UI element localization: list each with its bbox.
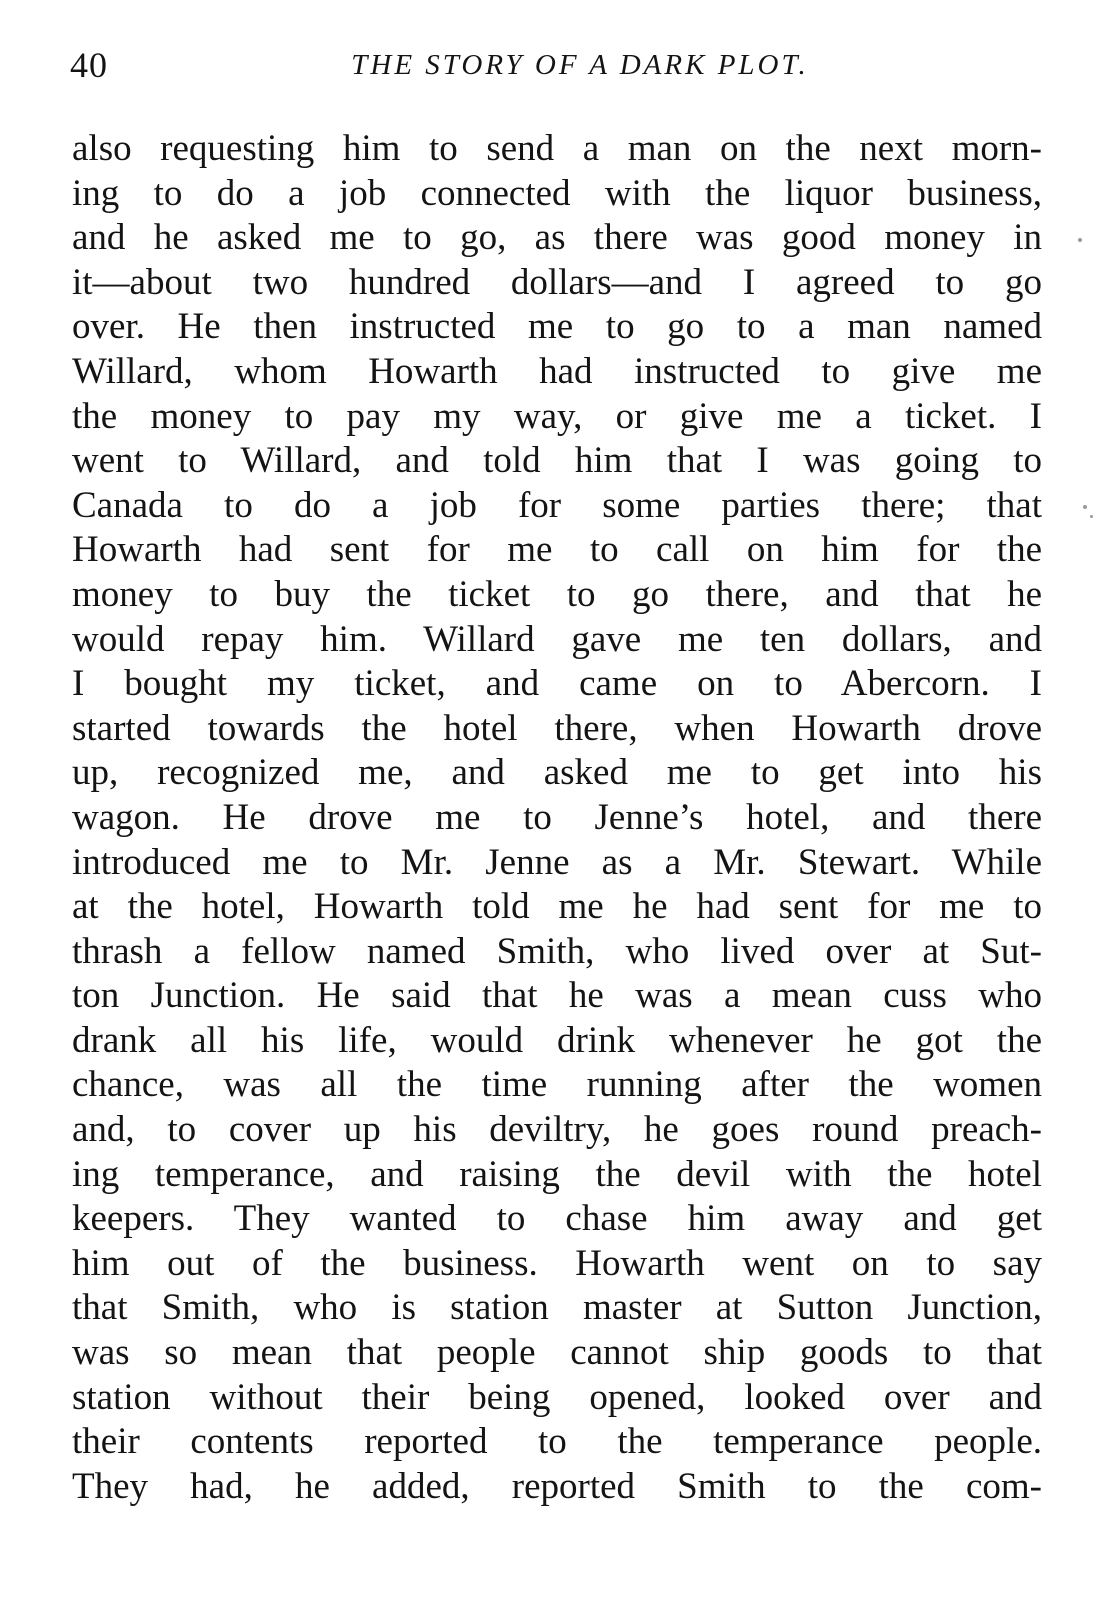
text-line: introduced me to Mr. Jenne as a Mr. Stewart. While	[72, 841, 1042, 883]
text-line: Willard, whom Howarth had instructed to give me	[72, 350, 1042, 392]
scan-speck	[1090, 515, 1093, 518]
text-line: also requesting him to send a man on the next morn-	[72, 128, 1042, 169]
text-line: ing to do a job connected with the liquor business,	[72, 172, 1042, 214]
text-line: Howarth had sent for me to call on him for the	[72, 529, 1042, 571]
body-text	[72, 127, 1042, 1509]
text-line: that Smith, who is station master at Sutton Junction,	[72, 1287, 1042, 1329]
scan-speck	[1083, 505, 1087, 509]
text-line: was so mean that people cannot ship goods to that	[72, 1332, 1042, 1374]
text-line: chance, was all the time running after the women	[72, 1064, 1042, 1106]
text-line: station without their being opened, looked over and	[72, 1376, 1042, 1418]
text-line: the money to pay my way, or give me a ticket. I	[72, 395, 1042, 437]
text-line: ton Junction. He said that he was a mean cuss who	[72, 975, 1042, 1017]
running-head	[70, 40, 1050, 90]
running-head-title: THE STORY OF A DARK PLOT.	[351, 49, 809, 81]
text-line: money to buy the ticket to go there, and that he	[72, 573, 1042, 615]
text-line: I bought my ticket, and came on to Abercorn. I	[72, 663, 1042, 705]
text-line: up, recognized me, and asked me to get into his	[72, 752, 1042, 794]
text-line: their contents reported to the temperance people.	[72, 1421, 1042, 1463]
text-line: went to Willard, and told him that I was going to	[72, 440, 1042, 482]
text-line: thrash a fellow named Smith, who lived over at Sut-	[72, 930, 1042, 972]
text-line: They had, he added, reported Smith to the com-	[72, 1465, 1042, 1507]
text-line: over. He then instructed me to go to a man named	[72, 306, 1042, 348]
page-number: 40	[70, 45, 108, 85]
text-line: and, to cover up his deviltry, he goes round preach-	[72, 1109, 1042, 1151]
text-line: him out of the business. Howarth went on to say	[72, 1242, 1042, 1284]
text-line: would repay him. Willard gave me ten dollars, and	[72, 618, 1042, 660]
text-line: ing temperance, and raising the devil with the hotel	[72, 1153, 1042, 1195]
text-line: and he asked me to go, as there was good money in	[72, 217, 1042, 259]
text-line: it—about two hundred dollars—and I agreed to go	[72, 261, 1042, 303]
text-line: started towards the hotel there, when Howarth drove	[72, 707, 1042, 749]
text-line: at the hotel, Howarth told me he had sent for me to	[72, 886, 1042, 928]
text-line: keepers. They wanted to chase him away and get	[72, 1198, 1042, 1240]
text-line: drank all his life, would drink whenever he got the	[72, 1019, 1042, 1061]
text-line: wagon. He drove me to Jenne’s hotel, and there	[72, 796, 1042, 838]
text-line: Canada to do a job for some parties there; that	[72, 484, 1042, 526]
scan-speck	[1078, 238, 1082, 242]
